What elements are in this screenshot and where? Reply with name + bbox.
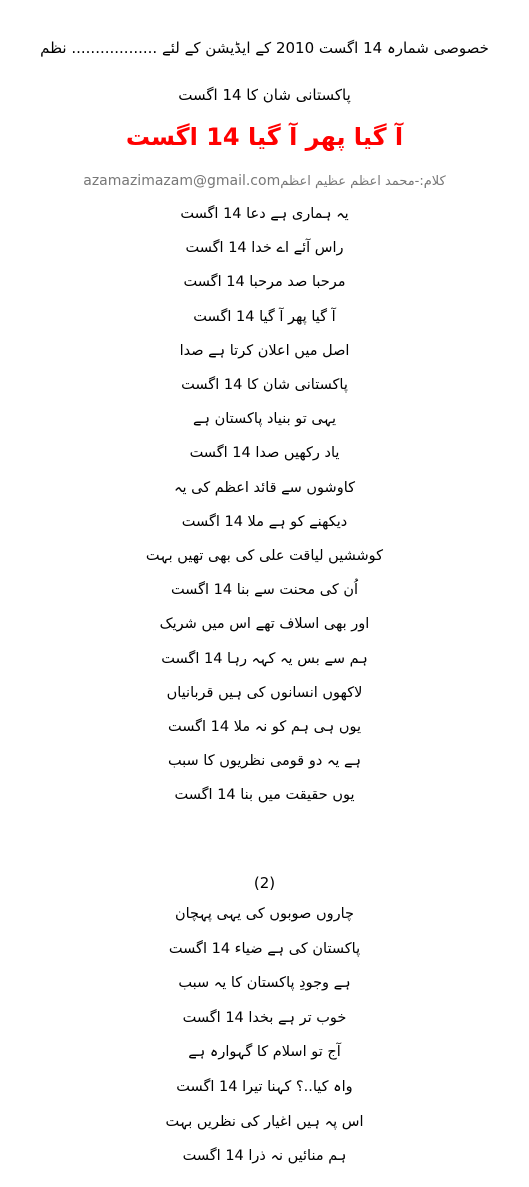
verse-line: چاروں صوبوں کی یہی پہچان — [174, 906, 354, 922]
verse-line: واہ کیا..؟ کہنا تیرا 14 اگست — [176, 1079, 353, 1095]
verse-line: ہے یہ دو قومی نظریوں کا سبب — [167, 753, 362, 770]
author-email: azamazimazam@gmail.com — [83, 173, 281, 189]
verse-line: پاکستانی شان کا 14 اگست — [181, 377, 348, 393]
verse-line: یوں ہی ہم کو نہ ملا 14 اگست — [167, 719, 362, 735]
verse-line: ہم سے بس یہ کہہ رہا 14 اگست — [161, 650, 368, 667]
verse-line: لاکھوں انسانوں کی ہیں قربانیاں — [166, 684, 363, 701]
verse-line: یہی تو بنیاد پاکستان ہے — [193, 411, 336, 428]
verse-line: پاکستان کی ہے ضیاء 14 اگست — [168, 940, 361, 957]
verse-line: یہ ہماری ہے دعا 14 اگست — [180, 206, 349, 222]
verse-line: ہم منائیں نہ ذرا 14 اگست — [182, 1148, 347, 1165]
verse-line: آج تو اسلام کا گہوارہ ہے — [188, 1044, 341, 1061]
verse-line: یوں حقیقت میں بنا 14 اگست — [174, 787, 355, 804]
verse-line: کوششیں لیاقت علی کی بھی تھیں بہت — [145, 548, 384, 564]
verse-line: ہے وجودِ پاکستان کا یہ سبب — [178, 975, 351, 992]
section-number: (2) — [253, 874, 276, 892]
verse-line: اور بھی اسلاف تھے اس میں شریک — [159, 616, 370, 633]
verse-line: آ گیا پھر آ گیا 14 اگست — [193, 308, 336, 325]
author-name: کلام:-محمد اعظم عظیم اعظم — [280, 174, 446, 189]
author-line — [0, 170, 529, 189]
poem-title: آ گیا پھر آ گیا 14 اگست — [125, 123, 404, 151]
poem-subtitle: پاکستانی شان کا 14 اگست — [178, 86, 351, 104]
verse-line: یاد رکھیں صدا 14 اگست — [189, 445, 340, 462]
verse-line: دیکھنے کو ہے ملا 14 اگست — [181, 513, 348, 530]
verse-line: اُن کی محنت سے بنا 14 اگست — [170, 582, 359, 599]
verse-line: مرحبا صد مرحبا 14 اگست — [183, 274, 346, 291]
verse-line: اس پہ ہیں اغیار کی نظریں بہت — [165, 1113, 364, 1130]
issue-header: خصوصی شمارہ 14 اگست 2010 کے ایڈیشن کے لئے .................. نظم — [40, 39, 489, 57]
verse-line: کاوشوں سے قائد اعظم کی یہ — [173, 479, 356, 496]
verse-line: اصل میں اعلان کرتا ہے صدا — [179, 342, 350, 359]
verse-line: راس آئے اے خدا 14 اگست — [185, 240, 344, 257]
verse-line: خوب تر ہے بخدا 14 اگست — [182, 1009, 347, 1026]
